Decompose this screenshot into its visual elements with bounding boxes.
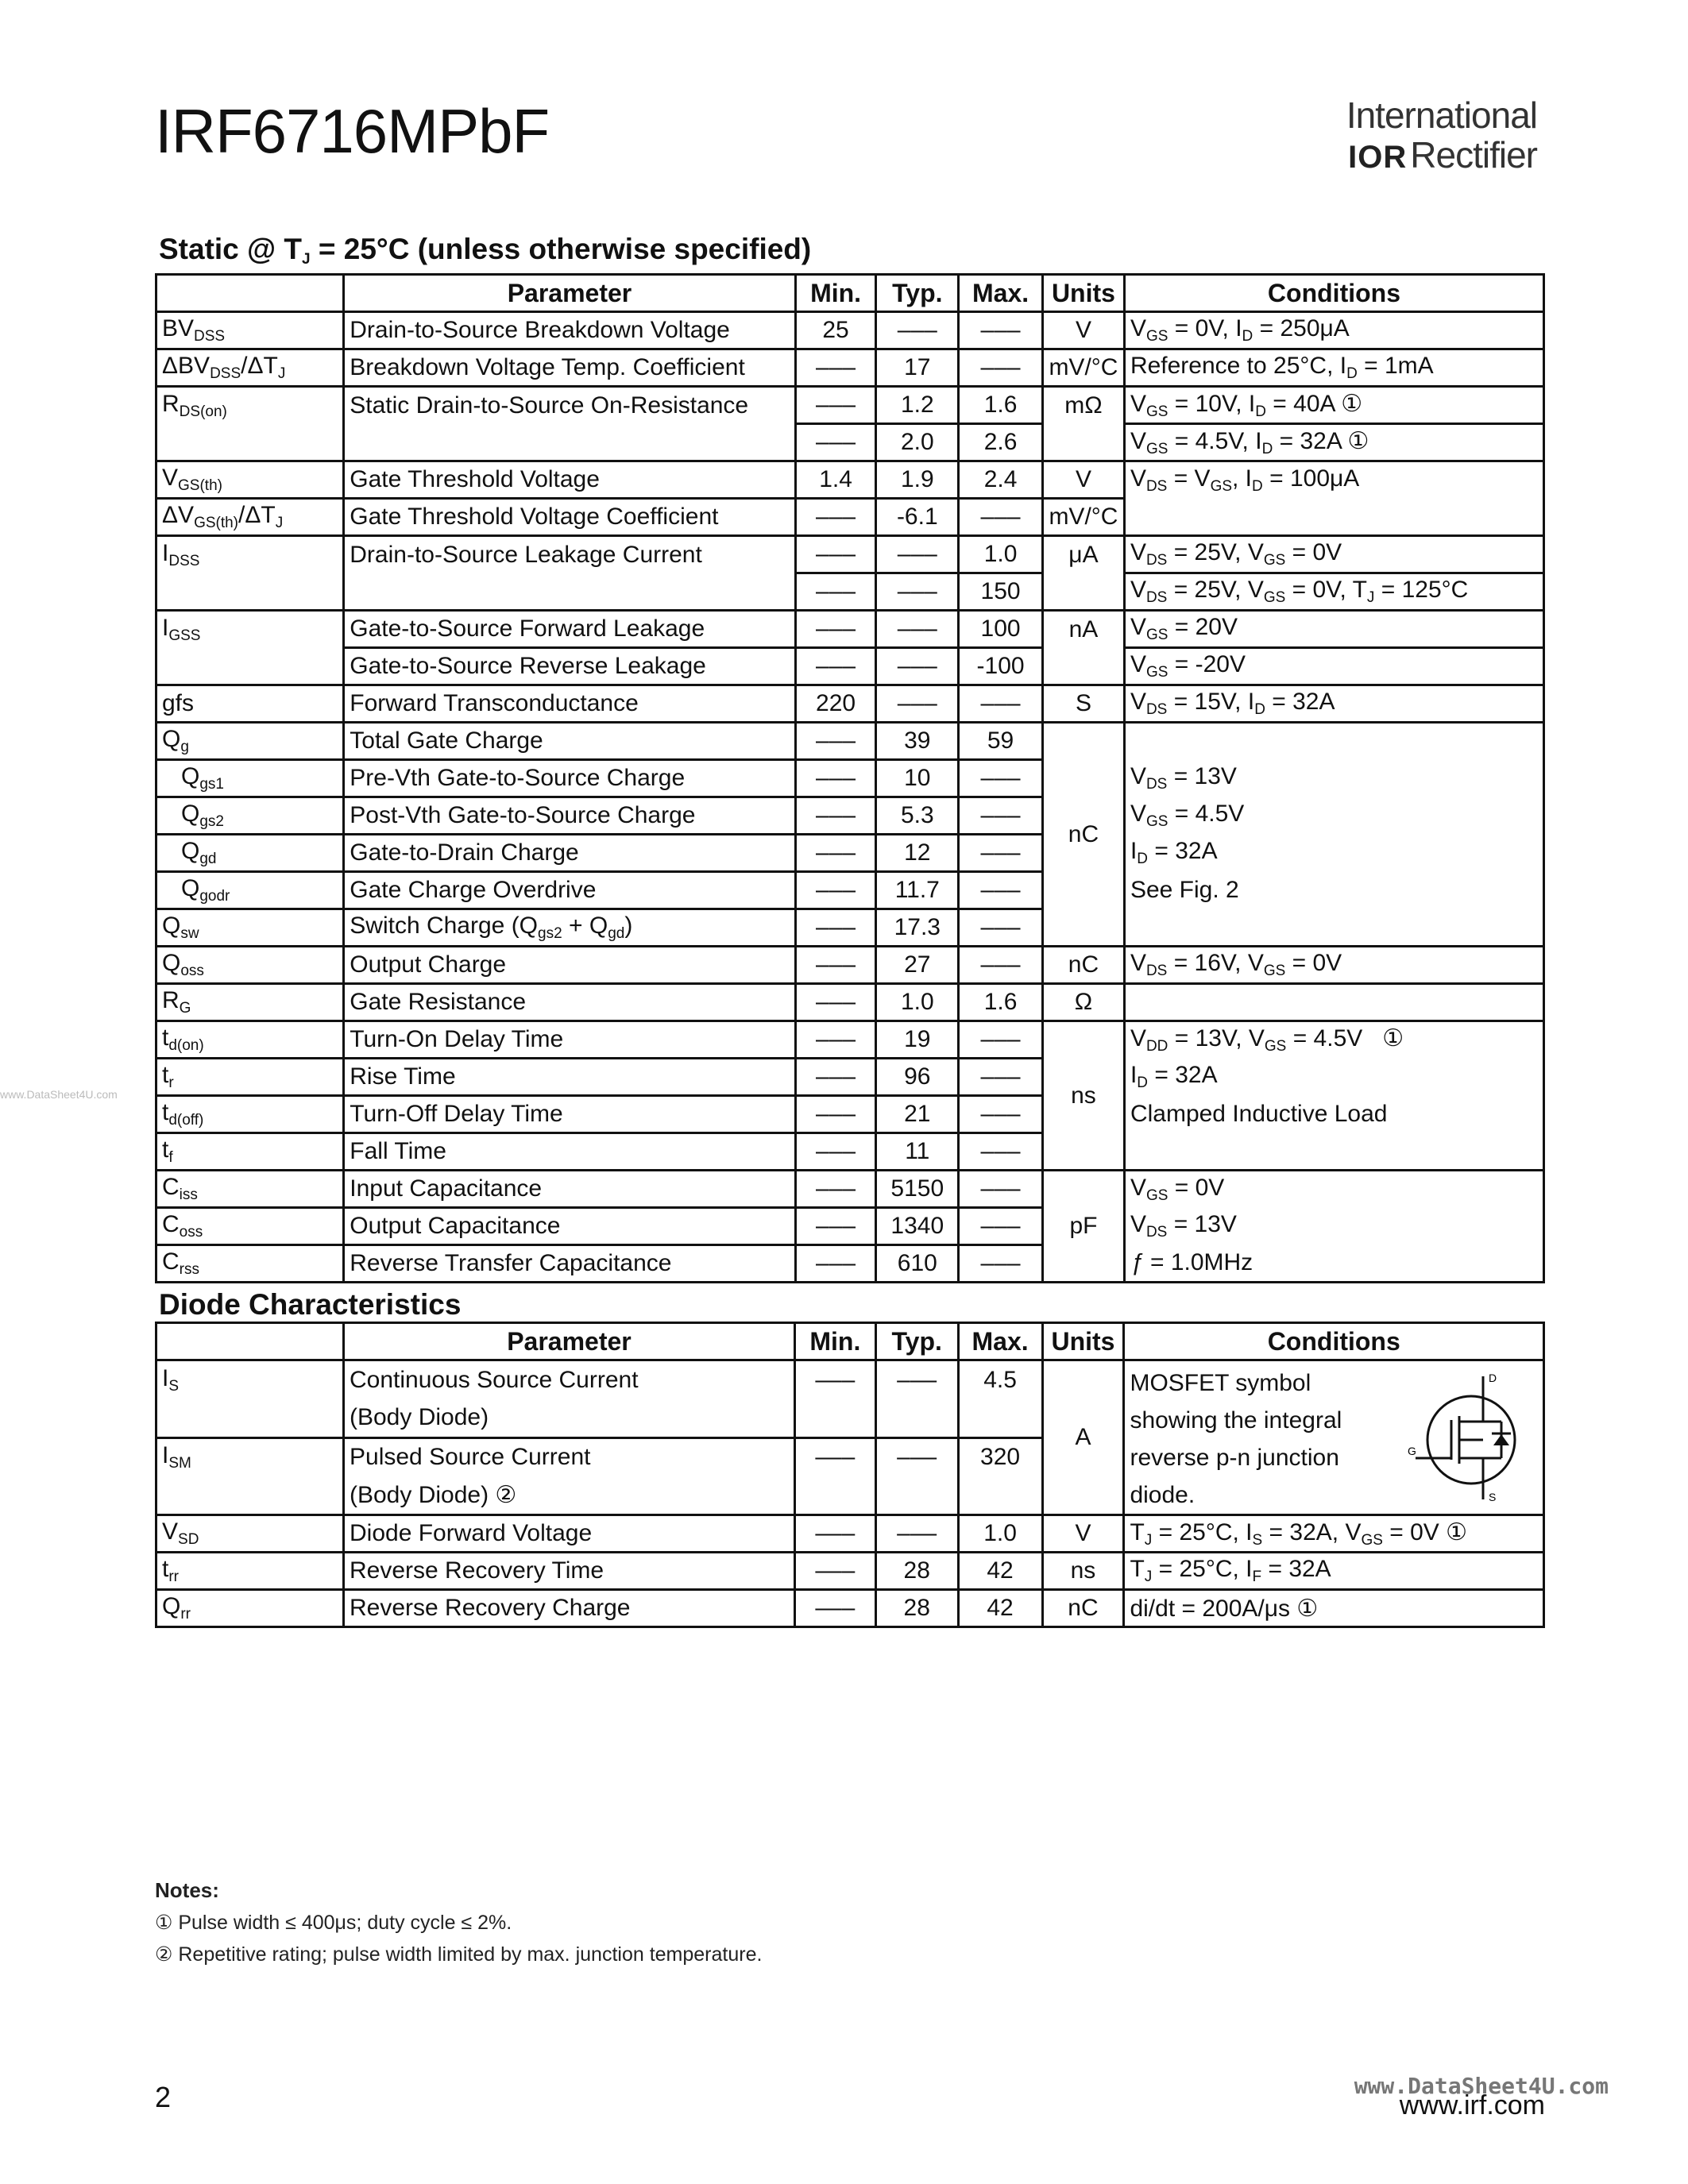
table-row: (Body Diode)	[156, 1399, 1544, 1437]
svg-text:G: G	[1408, 1445, 1416, 1457]
diode-characteristics-table	[155, 1322, 1545, 1628]
svg-text:S: S	[1489, 1491, 1497, 1503]
company-logo: International IORRectifier	[1346, 95, 1537, 176]
table-row: $Q_{sw}$ Switch Charge $(Q_{gs2} + Q_{gd})$ ––– 17.3 –––	[156, 909, 1544, 947]
table-row: Gate-to-Source Reverse Leakage ––– ––– -100 $V_{GS} = -20V$	[156, 648, 1544, 685]
footer-url[interactable]: www.irf.com	[1399, 2090, 1545, 2120]
table-row: $Q_{godr}$ Gate Charge Overdrive ––– 11.7 ––– See Fig. 2	[156, 872, 1544, 909]
document-title: IRF6716MPbF	[155, 96, 550, 166]
notes-heading: Notes:	[155, 1878, 219, 1902]
table-row: $\Delta BV_{DSS}/\Delta T_J$ Breakdown Voltage Temp. Coefficient ––– 17 ––– mV/°C Reference to 25°C, $I_D = 1mA$	[156, 349, 1544, 387]
table-row: gfs Forward Transconductance 220 ––– ––– S $V_{DS} = 15V$, $I_D = 32A$	[156, 685, 1544, 723]
table-row: $Q_{gs1}$ Pre-Vth Gate-to-Source Charge ––– 10 ––– $V_{DS} = 13V$	[156, 760, 1544, 797]
page-number: 2	[155, 2081, 172, 2113]
table-row: $Q_g$ Total Gate Charge ––– 39 59 nC	[156, 723, 1544, 760]
table-row: $R_G$ Gate Resistance ––– 1.0 1.6 Ω	[156, 984, 1544, 1021]
table-row: $I_{DSS}$ Drain-to-Source Leakage Current ––– ––– 1.0 μA $V_{DS} = 25V$, $V_{GS} = 0V$	[156, 536, 1544, 573]
diode-section-heading: Diode Characteristics	[159, 1288, 462, 1321]
table-row: $I_{GSS}$ Gate-to-Source Forward Leakage ––– ––– 100 nA $V_{GS} = 20V$	[156, 611, 1544, 648]
table-row: $t_{d(off)}$ Turn-Off Delay Time ––– 21 ––– Clamped Inductive Load	[156, 1096, 1544, 1133]
table-row: $Q_{gs2}$ Post-Vth Gate-to-Source Charge ––– 5.3 ––– $V_{GS} = 4.5V$	[156, 797, 1544, 835]
table-row: $Q_{oss}$ Output Charge ––– 27 ––– nC $V_{DS} = 16V$, $V_{GS} = 0V$	[156, 947, 1544, 984]
table-row: $C_{iss}$ Input Capacitance ––– 5150 ––– pF $V_{GS} = 0V$	[156, 1171, 1544, 1208]
table-row: $V_{GS(th)}$ Gate Threshold Voltage 1.4 1.9 2.4 V $V_{DS} = V_{GS}$, $I_D = 100\mu A$	[156, 461, 1544, 499]
static-characteristics-table	[155, 273, 1545, 1283]
table-row: $Q_{gd}$ Gate-to-Drain Charge ––– 12 ––– $I_D = 32A$	[156, 835, 1544, 872]
watermark: www.DataSheet4U.com	[1354, 2073, 1609, 2099]
table-row: $t_f$ Fall Time ––– 11 –––	[156, 1133, 1544, 1171]
svg-text:D: D	[1489, 1372, 1497, 1384]
table-row: $t_{rr}$ Reverse Recovery Time ––– 28 42 ns $T_J = 25^\circ C$, $I_F = 32A$	[156, 1553, 1544, 1590]
table-row: $t_r$ Rise Time ––– 96 ––– $I_D = 32A$	[156, 1059, 1544, 1096]
table-row: $t_{d(on)}$ Turn-On Delay Time ––– 19 ––– ns $V_{DD} = 13V$, $V_{GS} = 4.5V$ ①	[156, 1021, 1544, 1059]
static-section-heading: Static @ $T_J = 25^\circ C$ (unless otherwise specified)	[159, 233, 812, 268]
table-header-row: Parameter Min. Typ. Max. Units Conditions	[156, 275, 1544, 312]
table-row: $\Delta V_{GS(th)}/\Delta T_J$ Gate Threshold Voltage Coefficient ––– -6.1 ––– mV/°C	[156, 499, 1544, 536]
table-header-row: Parameter Min. Typ. Max. Units Conditions	[156, 1323, 1544, 1360]
table-row: $V_{SD}$ Diode Forward Voltage ––– ––– 1.0 V $T_J = 25^\circ C$, $I_S = 32A$, $V_{GS} = 0V$ ①	[156, 1515, 1544, 1553]
table-row: $I_{SM}$ Pulsed Source Current ––– ––– 320	[156, 1437, 1544, 1476]
table-row: (Body Diode) ②	[156, 1476, 1544, 1515]
table-row: $I_S$ Continuous Source Current ––– ––– 4.5 A MOSFET symbol showing the integral reverse p-n junction diode. D G S	[156, 1360, 1544, 1399]
notes	[155, 1874, 762, 1970]
mosfet-symbol-icon	[1408, 1372, 1527, 1503]
table-row: ––– ––– 150 $V_{DS} = 25V$, $V_{GS} = 0V$, $T_J = 125^\circ C$	[156, 573, 1544, 611]
table-row: $C_{oss}$ Output Capacitance ––– 1340 ––– $V_{DS} = 13V$	[156, 1208, 1544, 1245]
table-row: $C_{rss}$ Reverse Transfer Capacitance ––– 610 ––– ƒ = 1.0MHz	[156, 1245, 1544, 1283]
table-row: $BV_{DSS}$ Drain-to-Source Breakdown Voltage 25 ––– ––– V $V_{GS} = 0V$, $I_D = 250\mu A$	[156, 312, 1544, 349]
table-row: $R_{DS(on)}$ Static Drain-to-Source On-Resistance ––– 1.2 1.6 mΩ $V_{GS} = 10V$, $I_D = 40A$ ①	[156, 387, 1544, 424]
mosfet-symbol-note: MOSFET symbol showing the integral reverse p-n junction diode.	[1130, 1370, 1342, 1508]
note-2: ② Repetitive rating; pulse width limited by max. junction temperature.	[155, 1943, 763, 1966]
table-row: $Q_{rr}$ Reverse Recovery Charge ––– 28 42 nC di/dt = 200A/μs ①	[156, 1590, 1544, 1627]
side-watermark: www.DataSheet4U.com	[0, 1088, 118, 1101]
note-1: ① Pulse width ≤ 400μs; duty cycle ≤ 2%.	[155, 1912, 512, 1934]
table-row: ––– 2.0 2.6 $V_{GS} = 4.5V$, $I_D = 32A$ ①	[156, 424, 1544, 461]
